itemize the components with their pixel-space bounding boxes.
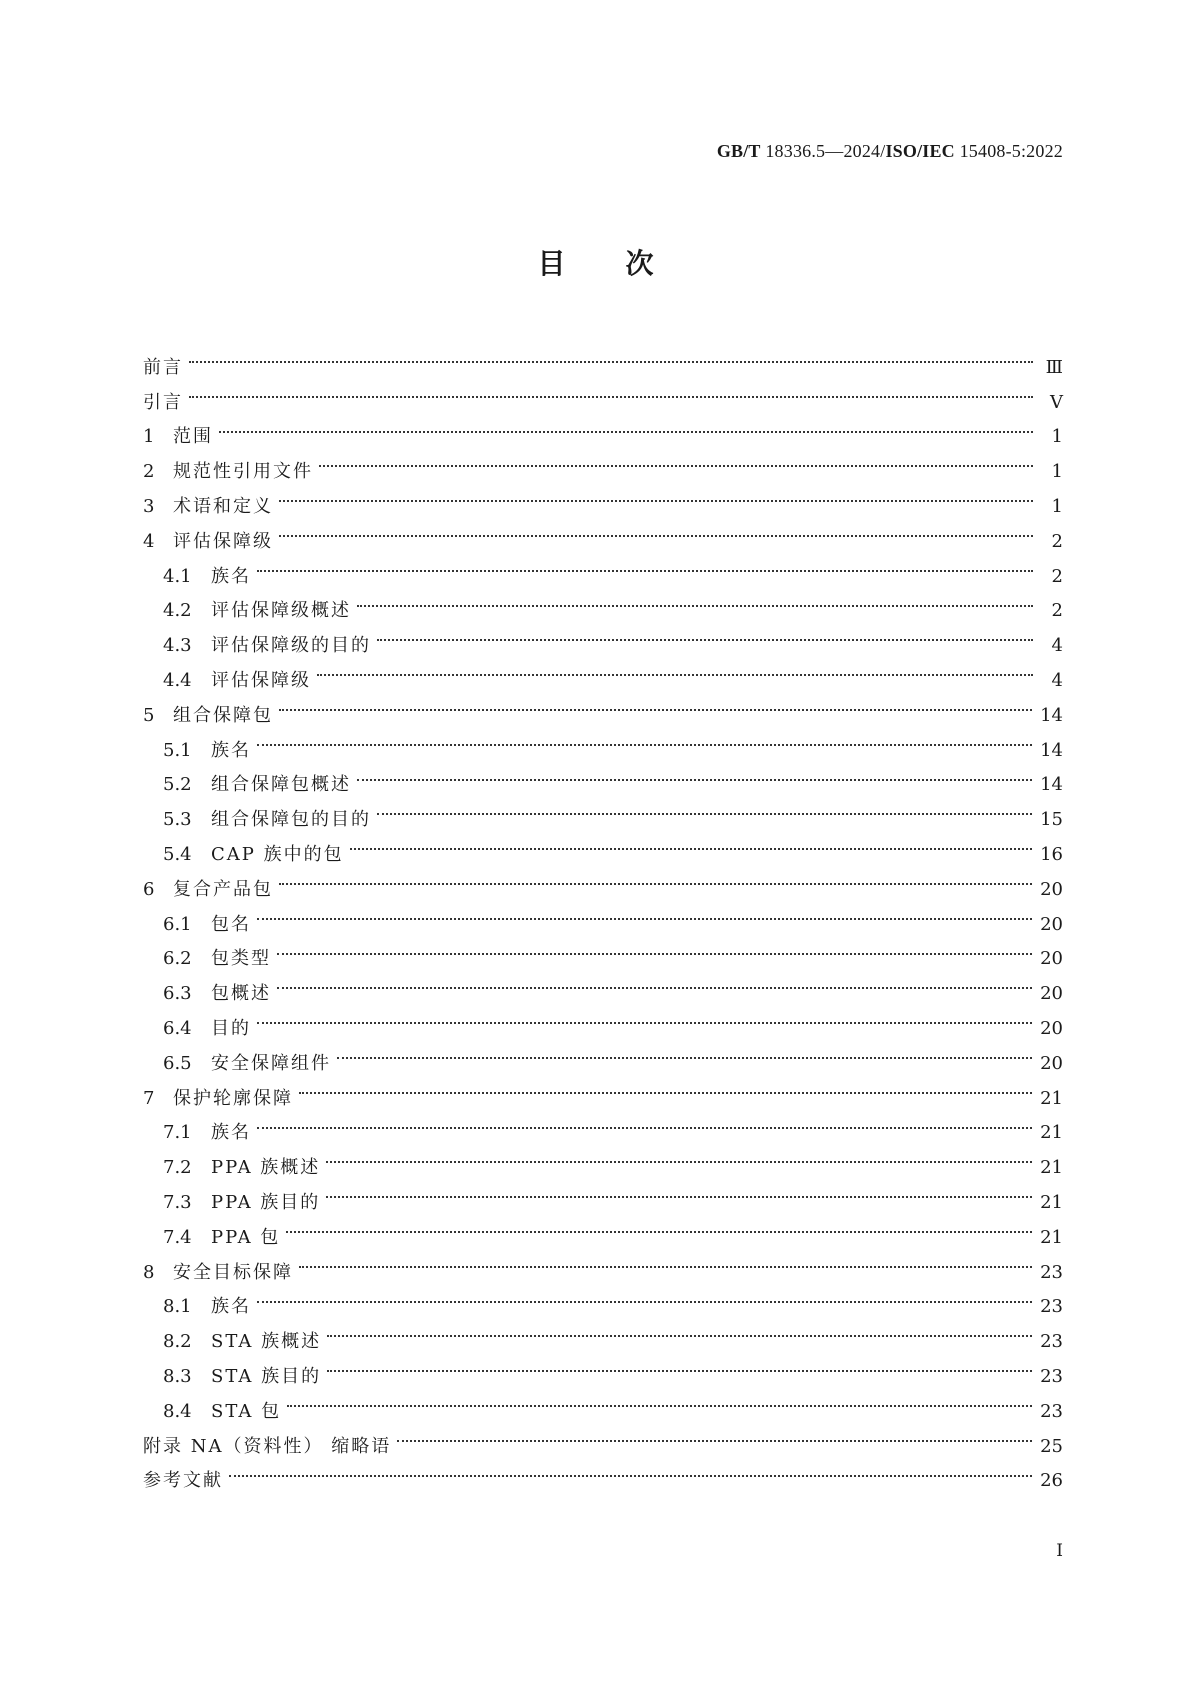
toc-entry-number: 4	[143, 530, 155, 552]
toc-entry-label: 复合产品包	[173, 878, 273, 900]
toc-entry-number: 6.5	[163, 1052, 192, 1074]
toc-entry-page: 2	[1051, 600, 1063, 622]
toc-dot-leader	[229, 1452, 1032, 1487]
toc-entry[interactable]	[143, 756, 1063, 796]
toc-entry-number: 2	[143, 461, 155, 483]
toc-entry-number: 7	[143, 1087, 155, 1109]
toc-entry[interactable]	[143, 547, 1063, 587]
toc-entry-number: 4.1	[163, 565, 192, 587]
toc-entry-number: 4.4	[163, 669, 192, 691]
toc-entry[interactable]	[143, 408, 1063, 448]
standard-code-header	[717, 141, 1063, 162]
toc-entry-label: PPA 族概述	[211, 1157, 321, 1179]
toc-entry-page: 16	[1040, 843, 1063, 865]
toc-entry-page: 23	[1040, 1296, 1063, 1318]
toc-entry-label: 评估保障级概述	[211, 600, 351, 622]
toc-entry-label: 包概述	[211, 983, 271, 1005]
toc-entry-page: 21	[1040, 1191, 1063, 1213]
toc-entry-number: 6.4	[163, 1017, 192, 1039]
toc-entry-label: 前言	[143, 356, 183, 378]
toc-entry-label: 评估保障级	[211, 669, 311, 691]
toc-entry-page: 20	[1040, 948, 1063, 970]
toc-dot-leader	[257, 721, 1032, 756]
page-number: Ⅰ	[1056, 1541, 1063, 1561]
toc-entry-page: 23	[1040, 1400, 1063, 1422]
toc-entry-number: 3	[143, 495, 155, 517]
toc-entry-label: 安全保障组件	[211, 1052, 331, 1074]
toc-entry-number: 8.4	[163, 1400, 192, 1422]
standard-code-gbt: GB/T	[716, 141, 761, 161]
toc-entry-page: 4	[1051, 635, 1063, 657]
toc-entry-page: 1	[1051, 426, 1063, 448]
toc-entry-page: 23	[1040, 1331, 1063, 1353]
toc-entry[interactable]	[143, 1034, 1063, 1074]
toc-dot-leader	[257, 1104, 1032, 1139]
toc-entry-label: 评估保障级的目的	[211, 635, 371, 657]
toc-dot-leader	[277, 964, 1032, 999]
toc-dot-leader	[286, 1208, 1032, 1243]
toc-entry-page: 14	[1040, 704, 1063, 726]
toc-dot-leader	[317, 651, 1033, 686]
toc-entry-number: 5.4	[163, 843, 192, 865]
toc-entry-label: 族名	[211, 739, 251, 761]
toc-entry-label: CAP 族中的包	[211, 843, 344, 865]
toc-entry-label: 族名	[211, 1296, 251, 1318]
toc-entry-page: 15	[1040, 809, 1063, 831]
toc-entry-page: 21	[1040, 1226, 1063, 1248]
toc-dot-leader	[257, 547, 1033, 582]
toc-entry-page: 2	[1051, 530, 1063, 552]
toc-dot-leader	[257, 1278, 1032, 1313]
toc-entry-label: 范围	[173, 426, 213, 448]
toc-entry-label: PPA 族目的	[211, 1191, 321, 1213]
toc-entry[interactable]	[143, 1312, 1063, 1353]
toc-entry-number: 6.1	[163, 913, 192, 935]
standard-code-iso: ISO/IEC	[885, 141, 955, 161]
toc-entry[interactable]	[143, 895, 1063, 935]
toc-entry-page: 1	[1051, 495, 1063, 517]
toc-entry-number: 5.1	[163, 739, 192, 761]
toc-entry-page: 2	[1051, 565, 1063, 587]
toc-entry-number: 1	[143, 426, 155, 448]
toc-entry-label: 组合保障包概述	[211, 774, 351, 796]
toc-dot-leader	[357, 756, 1032, 791]
toc-entry-number: 5.3	[163, 809, 192, 831]
toc-entry-label: STA 族概述	[211, 1331, 322, 1353]
toc-entry-page: 21	[1040, 1087, 1063, 1109]
toc-entry-page: 23	[1040, 1365, 1063, 1387]
toc-entry-page: 14	[1040, 774, 1063, 796]
toc-entry-page: Ⅲ	[1045, 356, 1063, 378]
toc-dot-leader	[357, 582, 1033, 617]
toc-dot-leader	[299, 1243, 1032, 1278]
toc-entry-label: 目的	[211, 1017, 251, 1039]
toc-entry-number: 8	[143, 1261, 155, 1283]
toc-dot-leader	[189, 373, 1033, 408]
toc-dot-leader	[377, 790, 1032, 825]
toc-entry-label: 术语和定义	[173, 495, 273, 517]
toc-entry-page: 20	[1040, 1052, 1063, 1074]
toc-entry-label: 保护轮廓保障	[173, 1087, 293, 1109]
toc-dot-leader	[327, 1347, 1032, 1382]
toc-entry[interactable]	[143, 860, 1063, 900]
toc-entry-number: 5	[143, 704, 155, 726]
toc-entry-page: 14	[1040, 739, 1063, 761]
toc-entry-number: 6	[143, 878, 155, 900]
toc-dot-leader	[377, 616, 1033, 651]
toc-entry-number: 7.3	[163, 1191, 192, 1213]
toc-dot-leader	[257, 999, 1032, 1034]
toc-entry[interactable]	[143, 930, 1063, 970]
toc-entry[interactable]	[143, 442, 1063, 483]
toc-entry-number: 8.3	[163, 1365, 192, 1387]
toc-entry[interactable]	[143, 1138, 1063, 1179]
standard-code-iso-number: 15408-5:2022	[954, 141, 1063, 161]
page-title: 目次	[537, 247, 714, 280]
toc-entry-page: 1	[1051, 461, 1063, 483]
toc-dot-leader	[299, 1069, 1032, 1104]
toc-entry-page: 21	[1040, 1122, 1063, 1144]
standard-code-number: 18336.5—2024/	[760, 141, 886, 161]
toc-dot-leader	[279, 686, 1032, 721]
toc-entry-label: 附录 NA（资料性） 缩略语	[143, 1435, 392, 1457]
toc-entry-label: 安全目标保障	[173, 1261, 293, 1283]
toc-dot-leader	[397, 1417, 1032, 1452]
toc-entry-page: 23	[1040, 1261, 1063, 1283]
toc-entry-page: 21	[1040, 1157, 1063, 1179]
toc-entry-label: 参考文献	[143, 1470, 223, 1492]
toc-entry-number: 5.2	[163, 774, 192, 796]
toc-dot-leader	[319, 442, 1033, 477]
toc-entry-label: STA 包	[211, 1400, 282, 1422]
toc-entry[interactable]	[143, 999, 1063, 1039]
toc-entry-label: 族名	[211, 1122, 251, 1144]
toc-entry[interactable]	[143, 1278, 1063, 1318]
toc-entry[interactable]	[143, 721, 1063, 761]
toc-entry-label: 引言	[143, 391, 183, 413]
toc-dot-leader	[350, 825, 1032, 860]
toc-dot-leader	[287, 1382, 1032, 1417]
toc-entry-label: STA 族目的	[211, 1365, 322, 1387]
toc-entry-page: 25	[1040, 1435, 1063, 1457]
toc-entry-number: 4.2	[163, 600, 192, 622]
toc-entry-label: 评估保障级	[173, 530, 273, 552]
toc-entry-number: 8.2	[163, 1331, 192, 1353]
toc-entry[interactable]	[143, 686, 1063, 726]
toc-entry-number: 4.3	[163, 635, 192, 657]
toc-entry-page: 4	[1051, 669, 1063, 691]
toc-entry[interactable]	[143, 1452, 1063, 1492]
toc-entry[interactable]	[143, 582, 1063, 622]
toc-entry[interactable]	[143, 477, 1063, 517]
toc-dot-leader	[219, 408, 1033, 443]
toc-entry[interactable]	[143, 373, 1063, 413]
toc-dot-leader	[257, 895, 1032, 930]
toc-entry[interactable]	[143, 512, 1063, 552]
toc-dot-leader	[277, 930, 1032, 965]
toc-entry[interactable]	[143, 964, 1063, 1005]
toc-dot-leader	[326, 1138, 1032, 1173]
toc-entry-number: 6.3	[163, 983, 192, 1005]
toc-dot-leader	[279, 512, 1033, 547]
toc-dot-leader	[326, 1173, 1032, 1208]
toc-entry-number: 7.2	[163, 1157, 192, 1179]
table-of-contents	[143, 338, 1063, 1492]
toc-dot-leader	[337, 1034, 1032, 1069]
toc-dot-leader	[327, 1312, 1032, 1347]
toc-entry-page: 26	[1040, 1470, 1063, 1492]
toc-entry-page: 20	[1040, 1017, 1063, 1039]
toc-entry-label: 规范性引用文件	[173, 461, 313, 483]
toc-entry-label: 族名	[211, 565, 251, 587]
toc-entry-label: 组合保障包的目的	[211, 809, 371, 831]
toc-dot-leader	[279, 477, 1033, 512]
toc-entry-number: 7.1	[163, 1122, 192, 1144]
toc-entry-label: 包名	[211, 913, 251, 935]
toc-entry-label: 包类型	[211, 948, 271, 970]
toc-entry-page: Ⅴ	[1050, 391, 1063, 413]
toc-entry-page: 20	[1040, 878, 1063, 900]
toc-entry-number: 7.4	[163, 1226, 192, 1248]
toc-dot-leader	[279, 860, 1032, 895]
toc-entry-page: 20	[1040, 983, 1063, 1005]
toc-dot-leader	[189, 338, 1033, 373]
toc-entry[interactable]	[143, 1104, 1063, 1144]
toc-entry-label: 组合保障包	[173, 704, 273, 726]
toc-entry-page: 20	[1040, 913, 1063, 935]
toc-entry-number: 8.1	[163, 1296, 192, 1318]
toc-entry-number: 6.2	[163, 948, 192, 970]
toc-entry-label: PPA 包	[211, 1226, 281, 1248]
toc-entry[interactable]	[143, 338, 1063, 378]
